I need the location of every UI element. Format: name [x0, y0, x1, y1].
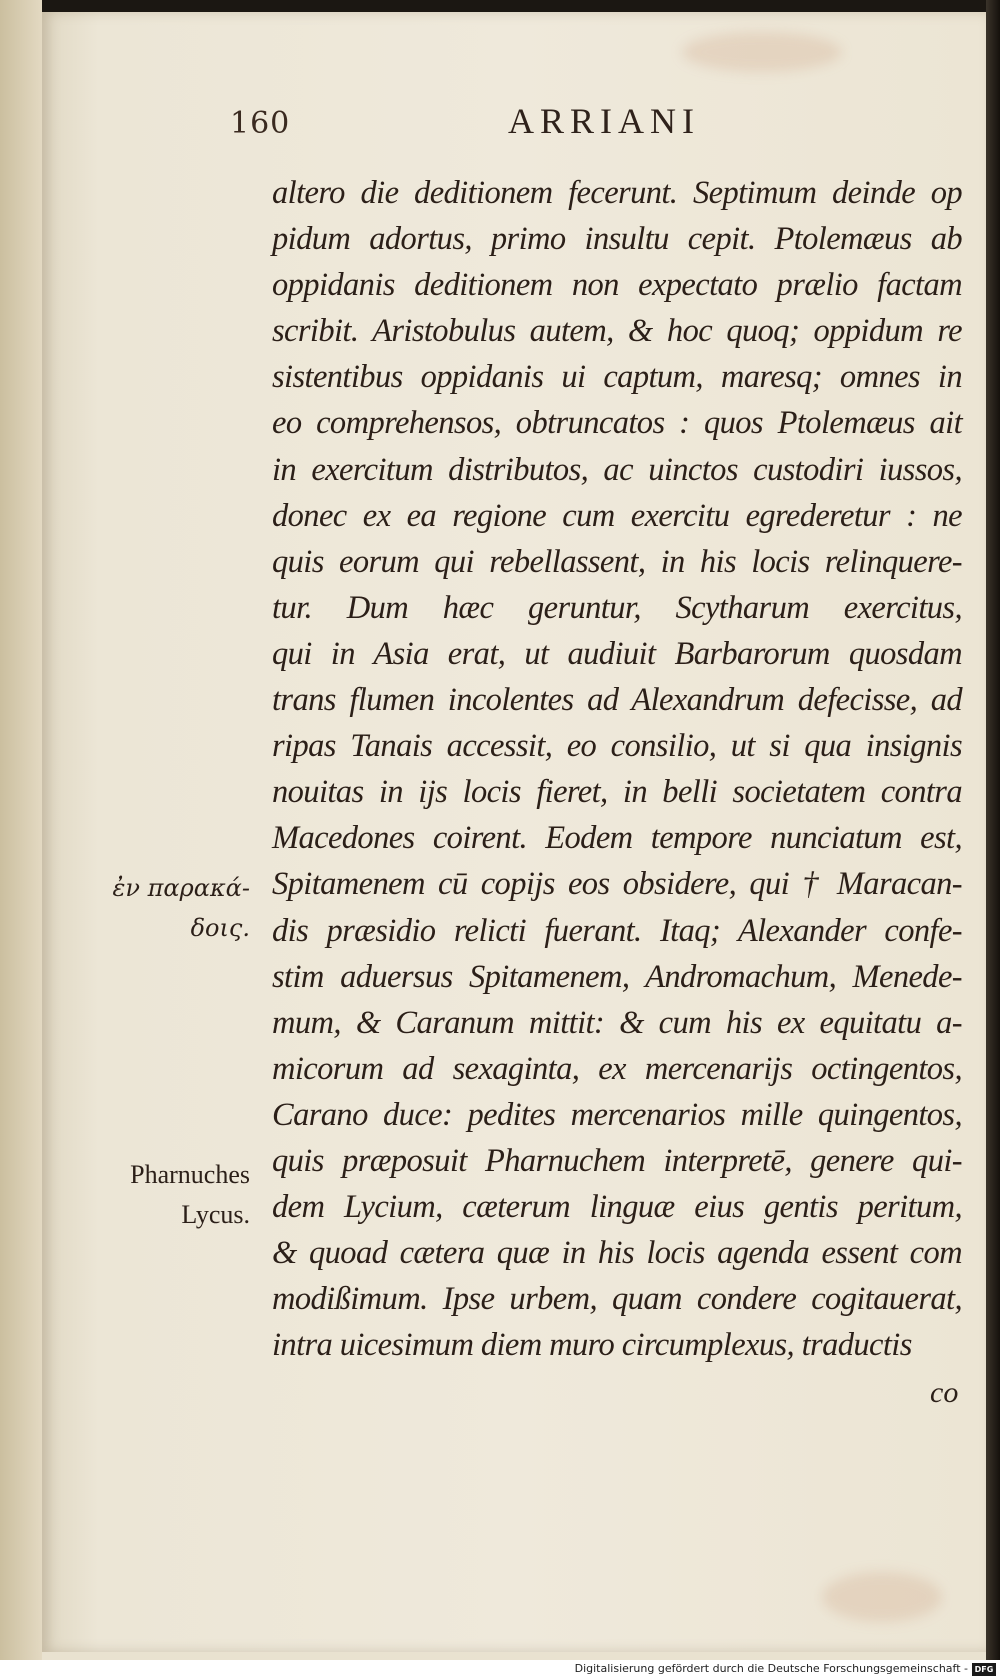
scan-right-edge	[986, 0, 1000, 1660]
paper-stain	[822, 1572, 942, 1622]
text-line: micorum ad sexaginta, ex mercenarijs octingentos,	[272, 1050, 962, 1087]
text-line: intra uicesimum diem muro circumplexus, traductis	[272, 1327, 912, 1364]
text-line: trans flumen incolentes ad Alexandrum defecisse, ad	[272, 682, 962, 719]
text-line: tur. Dum hæc geruntur, Scytharum exercitus,	[272, 589, 962, 626]
running-title: ARRIANI	[508, 101, 700, 141]
margin-note-greek	[113, 868, 250, 948]
running-head	[230, 100, 930, 144]
scan-left-edge	[0, 0, 42, 1660]
text-line: mum, & Caranum mittit: & cum his ex equitatu a-	[272, 1004, 962, 1041]
text-line: altero die deditionem fecerunt. Septimum deinde op	[272, 175, 962, 211]
text-line: Carano duce: pedites mercenarios mille quingentos,	[272, 1096, 962, 1133]
text-line: scribit. Aristobulus autem, & hoc quoq; oppidum re	[272, 313, 962, 350]
margin-note-line: ἐν παρακά-	[112, 874, 250, 902]
text-line: stim aduersus Spitamenem, Andromachum, Menede-	[272, 958, 962, 995]
text-line: dis præsidio relicti fuerant. Itaq; Alexander confe-	[272, 912, 962, 949]
text-line: qui in Asia erat, ut audiuit Barbarorum quosdam	[272, 635, 962, 672]
text-line: eo comprehensos, obtruncatos : quos Ptolemæus ait	[272, 405, 962, 442]
text-line: dem Lycium, cæterum linguæ eius gentis peritum,	[272, 1189, 962, 1226]
margin-note-names	[130, 1155, 250, 1235]
margin-note-line: Pharnuches	[130, 1160, 250, 1189]
paper-stain	[682, 32, 842, 72]
scan-top-edge	[0, 0, 1000, 12]
text-line: quis eorum qui rebellassent, in his locis relinquere-	[272, 543, 962, 580]
footer-bar	[0, 1660, 1000, 1680]
text-line: quis præposuit Pharnuchem interpretē, genere qui-	[272, 1142, 962, 1179]
text-line: nouitas in ijs locis fieret, in belli societatem contra	[272, 774, 962, 811]
text-line: pidum adortus, primo insultu cepit. Ptolemæus ab	[272, 221, 962, 258]
text-line: ripas Tanais accessit, eo consilio, ut si qua insignis	[272, 728, 962, 765]
funding-credit: Digitalisierung gefördert durch die Deutsche Forschungsgemeinschaft -	[574, 1662, 968, 1675]
text-line: sistentibus oppidanis ui captum, maresq; omnes in	[272, 359, 962, 396]
text-line: & quoad cætera quæ in his locis agenda essent com	[272, 1235, 962, 1272]
margin-note-line: δοις.	[190, 914, 250, 942]
text-line: donec ex ea regione cum exercitu egrederetur : ne	[272, 497, 962, 534]
text-line: in exercitum distributos, ac uinctos custodiri iussos,	[272, 451, 962, 488]
text-line: Macedones coirent. Eodem tempore nunciatum est,	[272, 820, 962, 857]
dfg-logo: DFG	[972, 1663, 996, 1676]
margin-note-line: Lycus.	[181, 1200, 250, 1229]
text-line: Spitamenem cū copijs eos obsidere, qui † Maracan-	[272, 866, 962, 903]
catchword: co	[930, 1376, 959, 1409]
text-line: modißimum. Ipse urbem, quam condere cogitauerat,	[272, 1281, 962, 1318]
page-number: 160	[230, 106, 291, 141]
body-text	[272, 170, 962, 1368]
text-line: oppidanis deditionem non expectato prælio factam	[272, 267, 962, 304]
